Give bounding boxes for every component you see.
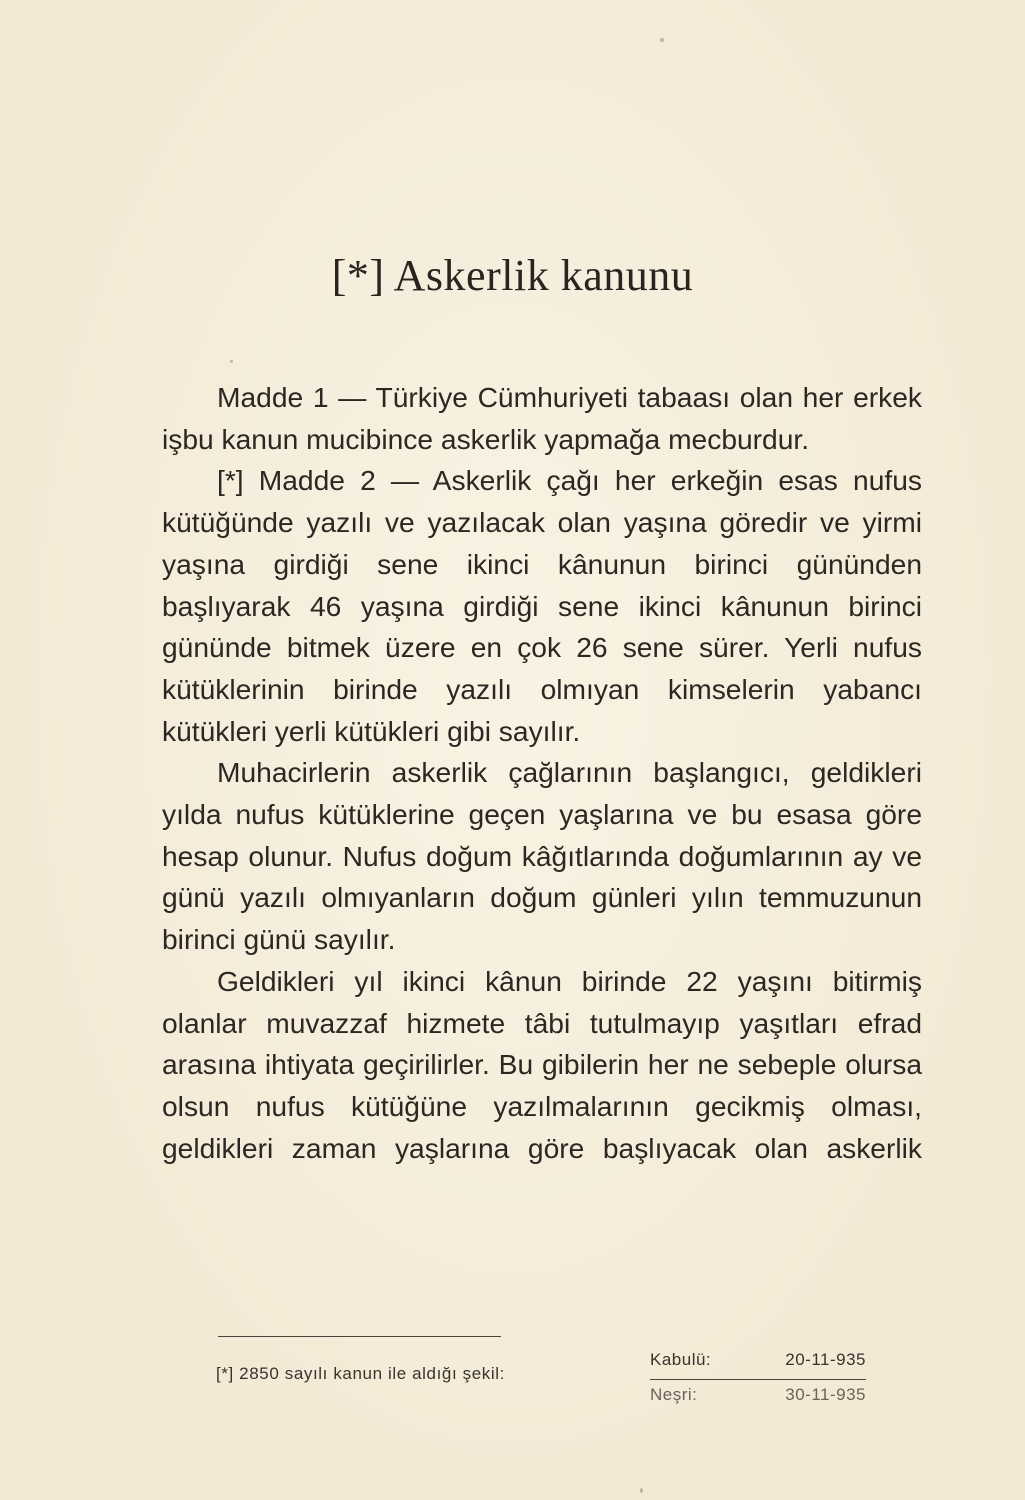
paragraph-madde-2: [*] Madde 2 — Askerlik çağı her erkeğin esas nufus kütüğünde yazılı ve yazılacak olan yaşına göredir ve yirmi yaşına girdiği sene ikinci kânunun birinci gününden başlıyarak 46 yaşına girdiği sene ikinci kânunun birinci gününde bitmek üzere en çok 26 sene sürer. Yerli nufus kütüklerinin birinde yazılı olmıyan kimselerin yabancı kütükleri yerli kütükleri gibi sayılır. [162,464,922,747]
kabul-row [650,1347,866,1373]
nesri-label: Neşri: [650,1385,698,1404]
paper-speck [640,1488,643,1493]
footnote-text: [*] 2850 sayılı kanun ile aldığı şekil: [216,1364,505,1383]
law-text [162,377,922,1169]
footnote-dates [650,1347,866,1408]
footnote-divider [218,1336,501,1337]
paragraph-muhacirler: Muhacirlerin askerlik çağlarının başlangıcı, geldikleri yılda nufus kütüklerine geçen yaşlarına ve bu esasa göre hesap olunur. Nufus doğum kâğıtlarında doğumlarının ay ve günü yazılı olmıyanların doğum günleri yılın temmuzunun birinci günü sayılır. [162,756,922,956]
paragraph-madde-1: Madde 1 — Türkiye Cümhuriyeti tabaası olan her erkek işbu kanun mucibince askerlik yapmağa mecburdur. [162,381,922,455]
page-title: [*] Askerlik kanunu [331,251,694,300]
nesri-row [650,1379,866,1408]
paragraph-geldikleri: Geldikleri yıl ikinci kânun birinde 22 yaşını bitirmiş olanlar muvazzaf hizmete tâbi tutulmayıp yaşıtları efrad arasına ihtiyata geçirilirler. Bu gibilerin her ne sebeple olursa olsun nufus kütüğüne yazılmalarının gecikmiş olması, geldikleri zaman yaşlarına göre başlıyacak olan askerlik [162,964,922,1164]
kabul-date: 20-11-935 [785,1350,866,1369]
nesri-date: 30-11-935 [785,1385,866,1404]
kabul-label: Kabulü: [650,1350,712,1369]
paper-speck [660,38,664,42]
paper-speck [230,360,233,363]
